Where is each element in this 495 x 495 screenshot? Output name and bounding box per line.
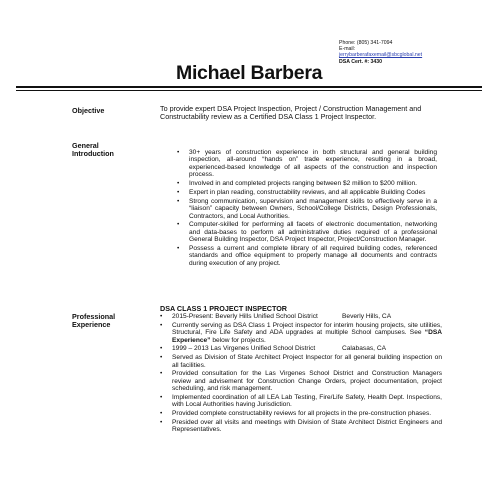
list-item [160,394,442,409]
contact-email-link[interactable]: jerrybarberafaxemail@sbcglobal.net [339,52,423,59]
list-item-text-post: below for projects. [210,336,266,344]
list-item-text: Computer-skilled for performing all facets of electronic documentation, networking and data-bases to perform all administrative duties required of a professional General Building Inspector, DSA Project Inspector, Project/Construction Manager. [189,221,437,244]
bullet-icon: • [177,197,180,205]
list-item-text: Served as Division of State Architect Project Inspector for all general building inspection on all facilities. [172,354,442,369]
bullet-icon: • [160,313,163,320]
list-item-text: 30+ years of construction experience in both structural and general building inspection, all-around “hands on” trade experience, resulting in a broad, experienced-based knowledge of all aspects of the construction and inspection process. [189,149,437,179]
list-item [160,321,442,344]
resume-name: Michael Barbera [176,62,323,84]
job-entry [160,345,442,353]
contact-block [339,40,489,65]
general-label-line1: General [72,141,99,150]
list-item [177,149,437,179]
list-item [160,370,442,393]
contact-email-label: E-mail: [339,46,356,53]
bullet-icon: • [160,321,163,329]
header-rule-thin [16,90,482,91]
bullet-icon: • [177,149,180,156]
header-rule-thick [16,86,482,88]
bullet-icon: • [160,418,163,426]
list-item-text: Possess a current and complete library of all required building codes, referenced standards and office equipment to properly manage all documents and contracts during execution of any project. [189,244,437,267]
bullet-icon: • [160,410,163,418]
bullet-icon: • [160,394,163,402]
job-entry [160,313,442,320]
bullet-icon: • [177,221,180,229]
experience-label-line1: Professional [72,312,116,321]
list-item-text: Presided over all visits and meetings with Division of State Architect District Engineers and Representatives. [172,418,442,434]
list-item-text: Expert in plan reading, constructability reviews, and all applicable Building Codes [189,188,426,196]
list-item [160,354,442,369]
experience-list [160,313,442,435]
bullet-icon: • [177,244,180,252]
list-item-text: Strong communication, supervision and management skills to effectively serve in a “liaison” capacity between Owners, School/College Districts, Design Professionals, Contractors, and Local Authorities. [189,197,437,220]
list-item-text-pre: Currently serving as DSA Class 1 Project inspector for interim housing projects, site utilities, Structural, Fire Life Safety and ADA upgrades at multiple School campuses. See [172,321,442,337]
general-label-line2: Introduction [72,149,114,159]
contact-phone: Phone: (805) 341-7094 [339,40,393,46]
list-item [177,188,437,196]
list-item [177,221,437,244]
list-item [160,410,442,418]
list-item [177,244,437,267]
professional-experience-label [72,313,115,329]
job-location: Calabasas, CA [342,345,386,353]
bullet-icon: • [160,370,163,378]
list-item-text: Provided complete constructability reviews for all projects in the pre-construction phases. [172,410,432,418]
job-entry-text: 1999 – 2013 Las Virgenes Unified School District [172,345,316,353]
objective-label: Objective [72,106,105,115]
list-item-text: Implemented coordination of all LEA Lab Testing, Fire/Life Safety, Health Dept. Inspections, with Local Authorities having Jurisdiction. [172,394,442,409]
bullet-icon: • [177,180,180,188]
experience-heading: DSA CLASS 1 PROJECT INSPECTOR [160,304,288,313]
objective-text: To provide expert DSA Project Inspection, Project / Construction Management and Constructability review as a Certified DSA Class 1 Project Inspector. [160,104,422,122]
list-item [177,180,437,188]
contact-dsa-cert: DSA Cert. #: 3430 [339,58,383,65]
list-item [177,197,437,220]
list-item [160,418,442,434]
list-item-text-bold: “DSA Experience” [172,329,442,344]
bullet-icon: • [177,188,180,196]
list-item-text: Involved in and completed projects ranging between $2 million to $200 million. [189,180,417,188]
list-item-text: Provided consultation for the Las Virgenes School District and Construction Managers review and advisement for Construction Change Orders, project documentation, project scheduling, and risk management. [172,370,442,393]
bullet-icon: • [160,345,163,353]
job-location: Beverly Hills, CA [342,313,392,320]
general-introduction-list [177,149,437,269]
job-entry-text: 2015-Present: Beverly Hills Unified School District [172,313,318,320]
bullet-icon: • [160,354,163,362]
general-introduction-label [72,142,114,158]
experience-label-line2: Experience [72,320,111,330]
